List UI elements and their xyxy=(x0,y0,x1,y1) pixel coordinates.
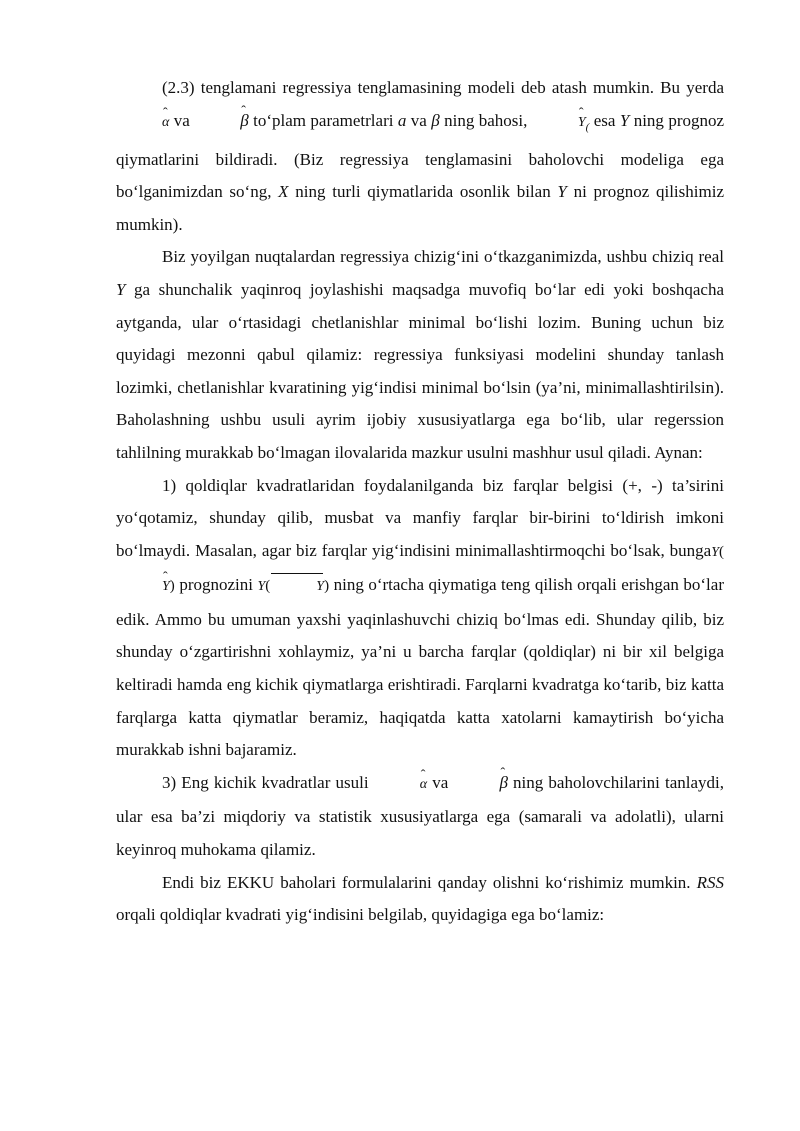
paragraph-1 xyxy=(116,72,724,241)
rss-term: RSS xyxy=(696,872,724,892)
left-paren: ( xyxy=(719,543,724,560)
text-span: va xyxy=(406,110,432,130)
text-span: ga shunchalik yaqinroq joylashishi maqsadga muvofiq bo‘lar edi yoki boshqacha aytganda, ular o‘rtasidagi chetlanishlar minimal bo‘lishi lozim. Buning uchun biz quyidagi mezonni qabul qilamiz: regressiya funksiyasi modelini shunday tanlash lozimki, chetlanishlar kvaratining yig‘indisi minimal bo‘lsin (ya’ni, minimallashtirilsin). Baholashning ushbu usuli ayrim ijobiy xususiyatlarga ega bo‘lib, ular regerssion tahlilning murakkab bo‘lmagan ilovalarida mazkur usulni mashhur usul qiladi. Aynan: xyxy=(116,279,724,462)
body-text xyxy=(116,72,724,932)
y-bar-argument: Y xyxy=(270,571,324,604)
beta-symbol: β xyxy=(431,110,440,130)
text-span: (2.3) tenglamani regressiya tenglamasining modeli deb atash mumkin. Bu yerda xyxy=(162,78,724,97)
text-span: va xyxy=(427,772,454,792)
y-hat-symbol: ˆ Y xyxy=(532,107,586,140)
left-paren: ( xyxy=(265,578,271,595)
symbol-y: Y xyxy=(557,182,567,202)
text-span: ning o‘rtacha qiymatiga teng qilish orqali erishgan bo‘lar edik. Ammo bu umuman yaxshi yaqinlashuvchi chiziq bo‘lmas edi. Shunday qilib, biz shunday o‘zgartirishni xohlaymiz, ya’ni u barcha farqlar (qoldiqlar) ni bir xil belgiga keltiradi hamda eng kichik qiymatlarga erishtiradi. Farqlarni kvadratga ko‘tarib, biz katta farqlarga katta qiymatlar beramiz, haqiqatda katta xatolarni kamaytirish bo‘yicha murakkab ishni bajaramiz. xyxy=(116,575,724,760)
text-span: ni prognoz qilishimiz mumkin). xyxy=(116,182,724,234)
symbol-x: X xyxy=(278,182,289,202)
y-hat-subscript: ( xyxy=(585,120,590,133)
beta-hat-symbol: ˆ β xyxy=(453,767,507,800)
text-span: ning prognoz qiymatlarini bildiradi. (Biz regressiya tenglamasini baholovchi modeliga ega bo‘lganimizdan so‘ng, xyxy=(116,110,725,202)
text-span: to‘plam parametrlari xyxy=(248,110,398,130)
right-paren: ) xyxy=(169,578,175,595)
text-span: Biz yoyilgan nuqtalardan regressiya chizig‘ini o‘tkazganimizda, ushbu chiziq real xyxy=(162,247,724,267)
alpha-hat-symbol: ˆ α xyxy=(374,769,427,802)
text-span: ning baholovchilarini tanlaydi, ular esa ba’zi miqdoriy va statistik xususiyatlarga ega (samarali va adolatli), ularni keyinroq muhokama qilamiz. xyxy=(116,772,724,860)
y-function-symbol: Y xyxy=(257,579,266,595)
text-span: ning bahosi, xyxy=(439,110,532,130)
paragraph-4 xyxy=(116,767,724,867)
right-paren: ) xyxy=(324,578,330,595)
text-span: ning turli qiymatlarida osonlik bilan xyxy=(288,182,558,202)
text-span: prognozini xyxy=(174,575,258,595)
y-hat-argument: ˆ Y xyxy=(116,571,170,604)
paragraph-5 xyxy=(116,867,724,932)
text-span: 3) Eng kichik kvadratlar usuli xyxy=(162,772,374,792)
alpha-hat-symbol: ˆ α xyxy=(116,107,169,140)
beta-hat-symbol: ˆ β xyxy=(194,105,248,138)
symbol-a: a xyxy=(397,110,407,130)
text-span: esa xyxy=(589,110,620,130)
text-span: 1) qoldiqlar kvadratlaridan foydalanilganda biz farqlar belgisi (+, -) ta’sirini yo‘qotamiz, shunday qilib, musbat va manfiy farqlar bir-birini to‘ldirish imkoni bo‘lmaydi. Masalan, agar biz farqlar yig‘indisini minimallashtirmoqchi bo‘lsak, bunga xyxy=(116,475,724,560)
symbol-y: Y xyxy=(619,110,630,130)
paragraph-2 xyxy=(116,241,724,469)
text-span: orqali qoldiqlar kvadrati yig‘indisini belgilab, quyidagiga ega bo‘lamiz: xyxy=(116,905,605,925)
text-span: va xyxy=(169,110,195,130)
symbol-y: Y xyxy=(116,279,126,299)
paragraph-3 xyxy=(116,470,724,767)
y-function-symbol: Y xyxy=(711,544,719,560)
text-span: Endi biz EKKU baholari formulalarini qanday olishni ko‘rishimiz mumkin. xyxy=(162,872,697,892)
